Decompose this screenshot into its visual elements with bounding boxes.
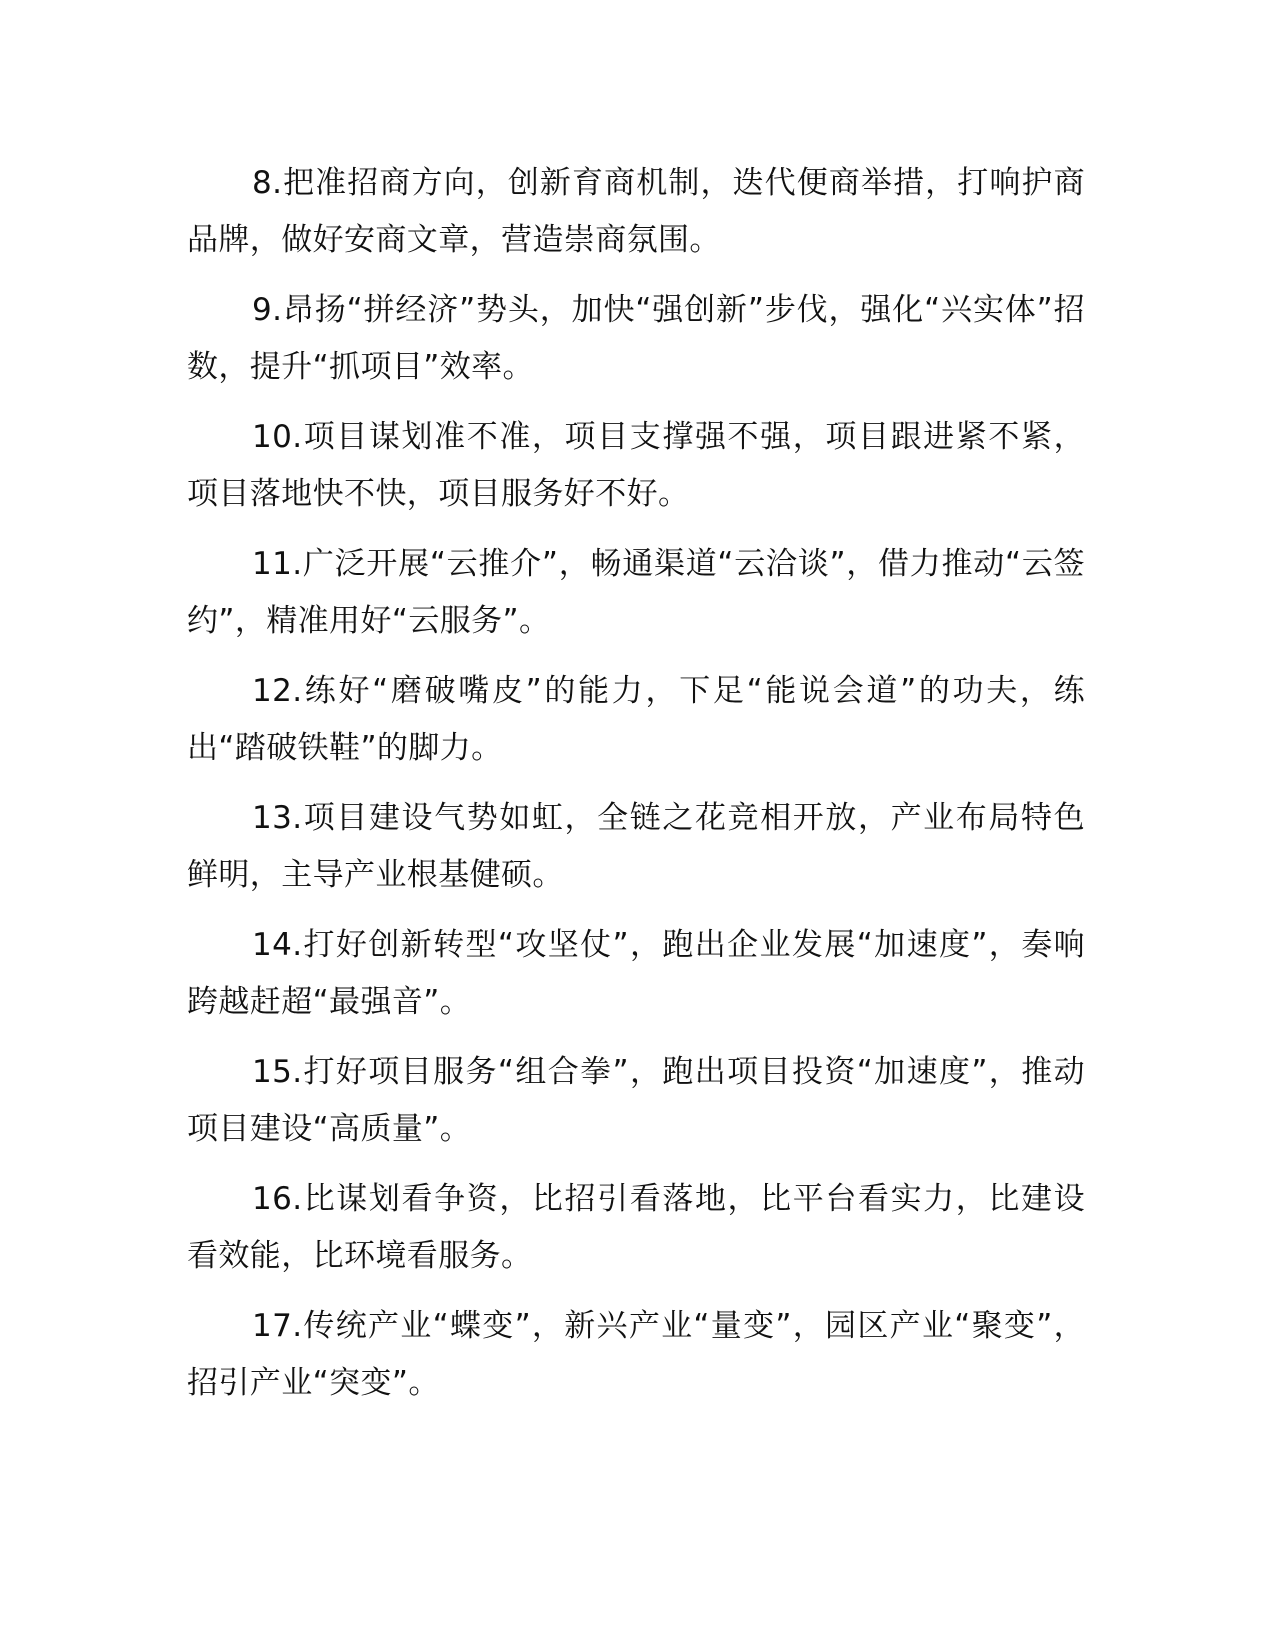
paragraph-9: 9.昂扬“拼经济”势头，加快“强创新”步伐，强化“兴实体”招数，提升“抓项目”效率。 bbox=[187, 292, 1085, 385]
paragraph-10: 10.项目谋划准不准，项目支撑强不强，项目跟进紧不紧，项目落地快不快，项目服务好不好。 bbox=[187, 419, 1085, 512]
paragraph-12: 12.练好“磨破嘴皮”的能力，下足“能说会道”的功夫，练出“踏破铁鞋”的脚力。 bbox=[187, 673, 1085, 766]
paragraph-8: 8.把准招商方向，创新育商机制，迭代便商举措，打响护商品牌，做好安商文章，营造崇商氛围。 bbox=[187, 165, 1085, 258]
paragraph-17: 17.传统产业“蝶变”，新兴产业“量变”，园区产业“聚变”，招引产业“突变”。 bbox=[187, 1308, 1085, 1401]
paragraph-16: 16.比谋划看争资，比招引看落地，比平台看实力，比建设看效能，比环境看服务。 bbox=[187, 1181, 1085, 1274]
document-body bbox=[187, 155, 1085, 1425]
paragraph-13: 13.项目建设气势如虹，全链之花竞相开放，产业布局特色鲜明，主导产业根基健硕。 bbox=[187, 800, 1085, 893]
paragraph-14: 14.打好创新转型“攻坚仗”，跑出企业发展“加速度”，奏响跨越赶超“最强音”。 bbox=[187, 927, 1085, 1020]
paragraph-11: 11.广泛开展“云推介”，畅通渠道“云洽谈”，借力推动“云签约”，精准用好“云服务”。 bbox=[187, 546, 1085, 639]
paragraph-15: 15.打好项目服务“组合拳”，跑出项目投资“加速度”，推动项目建设“高质量”。 bbox=[187, 1054, 1085, 1147]
